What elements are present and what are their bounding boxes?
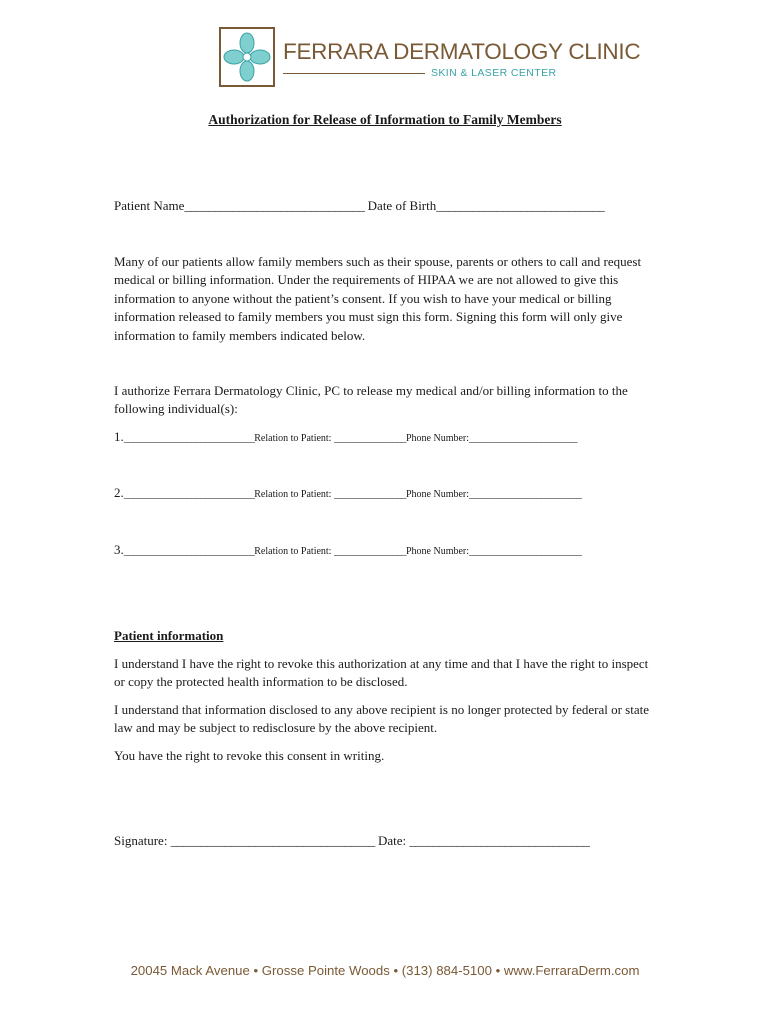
signature-label: Signature: [114,833,171,848]
revoke-right-paragraph: I understand I have the right to revoke this authorization at any time and that I have the right to inspect or copy the protected health information to be disclosed. [114,656,649,690]
intro-paragraph: Many of our patients allow family members such as their spouse, parents or others to call and request medical or billing information. Under the requirements of HIPAA we are not allowed to give this information to anyone without the patient’s consent. If you wish to have your medical or billing information released to family members you must sign this form. Signing this form will only give information to family members indicated below. [114,254,642,343]
dob-field[interactable]: ____________________________ [436,198,605,213]
individual-row-2 [114,485,582,501]
phone-field[interactable]: _________________________ [469,546,582,557]
revoke-writing-paragraph: You have the right to revoke this consent in writing. [114,748,385,763]
relation-field[interactable]: ________________ [333,546,406,557]
clinic-address-footer: 20045 Mack Avenue • Grosse Pointe Woods • (313) 884-5100 • www.FerraraDerm.com [130,963,640,978]
individual-number: 2. [114,485,124,500]
individual-row-1 [114,429,577,445]
authorize-paragraph: I authorize Ferrara Dermatology Clinic, PC to release my medical and/or billing information to the following individual(s): [114,383,628,417]
flower-logo-icon [219,27,275,87]
patient-name-field[interactable]: ______________________________ [184,198,365,213]
relation-field[interactable]: ________________ [333,433,406,444]
signature-line [114,833,589,849]
individual-name-field[interactable]: _____________________________ [123,546,255,557]
date-label: Date: [374,833,410,848]
individual-name-field[interactable]: _____________________________ [123,433,255,444]
individual-row-3 [114,542,582,558]
clinic-name: FERRARA DERMATOLOGY CLINIC [283,39,641,64]
phone-label: Phone Number: [405,546,470,557]
relation-label: Relation to Patient: [254,489,334,500]
page-title: Authorization for Release of Information to Family Members [208,112,562,127]
phone-label: Phone Number: [405,433,470,444]
redisclosure-paragraph: I understand that information disclosed to any above recipient is no longer protected by federal or state law and may be subject to redisclosure by the above recipient. [114,702,649,736]
relation-label: Relation to Patient: [254,546,334,557]
phone-field[interactable]: ________________________ [469,433,578,444]
date-field[interactable]: ______________________________ [409,833,590,848]
individual-name-field[interactable]: _____________________________ [123,489,255,500]
phone-field[interactable]: _________________________ [469,489,582,500]
individual-number: 3. [114,542,124,557]
patient-line [114,198,604,214]
dob-label: Date of Birth [364,198,437,213]
clinic-logo [219,27,641,91]
individual-number: 1. [114,429,124,444]
relation-field[interactable]: ________________ [333,489,406,500]
relation-label: Relation to Patient: [254,433,334,444]
clinic-tagline: SKIN & LASER CENTER [431,67,557,79]
logo-divider [283,73,425,74]
signature-field[interactable]: __________________________________ [170,833,375,848]
patient-name-label: Patient Name [114,198,185,213]
patient-info-heading: Patient information [114,628,224,643]
phone-label: Phone Number: [405,489,470,500]
